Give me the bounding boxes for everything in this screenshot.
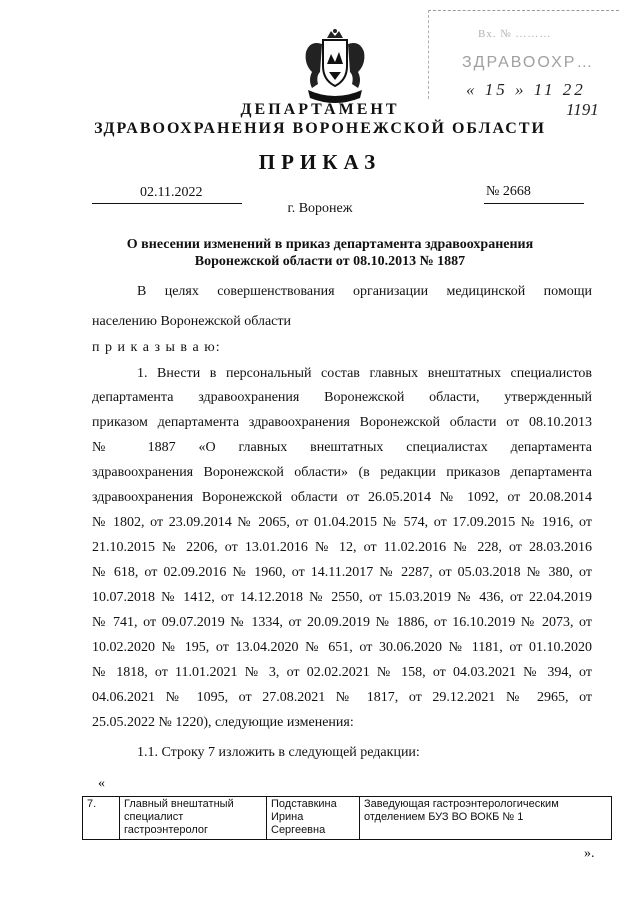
order-word: п р и к а з ы в а ю:	[92, 340, 221, 355]
row-number: 7.	[83, 797, 120, 840]
paragraph-1-line: № 1818, от 11.01.2021 № 3, от 02.02.2021 № 158, от 04.03.2021 № 394, от	[92, 665, 592, 680]
order-date: 02.11.2022	[140, 185, 203, 200]
paragraph-1-line: № 1887 «О главных внештатных специалистах департамента	[92, 440, 592, 455]
job-cell: Заведующая гастроэнтерологическим отделением БУЗ ВО ВОКБ № 1	[360, 797, 612, 840]
paragraph-1-line: 04.06.2021 № 1095, от 27.08.2021 № 1817, от 29.12.2021 № 2965, от	[92, 690, 592, 705]
paragraph-1-1: 1.1. Строку 7 изложить в следующей редакции:	[137, 745, 420, 760]
coat-of-arms-icon	[300, 28, 370, 106]
city: г. Воронеж	[287, 201, 353, 216]
department-name-line-1: ДЕПАРТАМЕНТ	[240, 101, 400, 118]
document-type: ПРИКАЗ	[258, 150, 382, 174]
paragraph-1-line: 1. Внести в персональный состав главных внештатных специалистов	[137, 366, 592, 381]
subject-line-2: Воронежской области от 08.10.2013 № 1887	[194, 254, 466, 269]
order-subject	[100, 236, 560, 270]
paragraph-1-line: № 1802, от 23.09.2014 № 2065, от 01.04.2015 № 574, от 17.09.2015 № 1916, от	[92, 515, 592, 530]
paragraph-1-line: 21.10.2015 № 2206, от 13.01.2016 № 12, от 11.02.2016 № 228, от 28.03.2016	[92, 540, 592, 555]
intro-line-2: населению Воронежской области	[92, 314, 292, 329]
name-cell: Подставкина Ирина Сергеевна	[267, 797, 360, 840]
department-name-line-2: ЗДРАВООХРАНЕНИЯ ВОРОНЕЖСКОЙ ОБЛАСТИ	[94, 120, 546, 137]
paragraph-1-line: департамента здравоохранения Воронежской области, утвержденный	[92, 390, 592, 405]
stamp-date: « 15 » 11 22	[466, 80, 586, 99]
closing-quote: ».	[584, 846, 595, 861]
paragraph-1-line: здравоохранения Воронежской области от 26.05.2014 № 1092, от 20.08.2014	[92, 490, 592, 505]
paragraph-1-line: приказом департамента здравоохранения Воронежской области от 08.10.2013	[92, 415, 592, 430]
paragraph-1-line: 25.05.2022 № 1220), следующие изменения:	[92, 715, 354, 730]
paragraph-1-line: № 618, от 02.09.2016 № 1960, от 14.11.2017 № 2287, от 05.03.2018 № 380, от	[92, 565, 592, 580]
table-row	[83, 797, 612, 840]
subject-line-1: О внесении изменений в приказ департамента здравоохранения	[126, 237, 534, 252]
paragraph-1-line: 10.07.2018 № 1412, от 14.12.2018 № 2550, от 15.03.2019 № 436, от 22.04.2019	[92, 590, 592, 605]
stamp-number: 1191	[566, 100, 599, 119]
opening-quote: «	[98, 776, 105, 791]
position-cell: Главный внештатный специалист гастроэнтеролог	[120, 797, 267, 840]
paragraph-1-line: № 741, от 09.07.2019 № 1334, от 20.09.2019 № 1886, от 16.10.2019 № 2073, от	[92, 615, 592, 630]
stamp-line-2: ЗДРАВООХР…	[462, 54, 595, 71]
specialist-table	[82, 796, 612, 840]
intro-line-1: В целях совершенствования организации медицинской помощи	[137, 284, 592, 299]
paragraph-1-line: 10.02.2020 № 195, от 13.04.2020 № 651, от 30.06.2020 № 1181, от 01.10.2020	[92, 640, 592, 655]
order-number: № 2668	[486, 184, 531, 199]
paragraph-1-line: здравоохранения Воронежской области» (в редакции приказов департамента	[92, 465, 592, 480]
stamp-line-1: Вх. № ………	[478, 28, 552, 40]
